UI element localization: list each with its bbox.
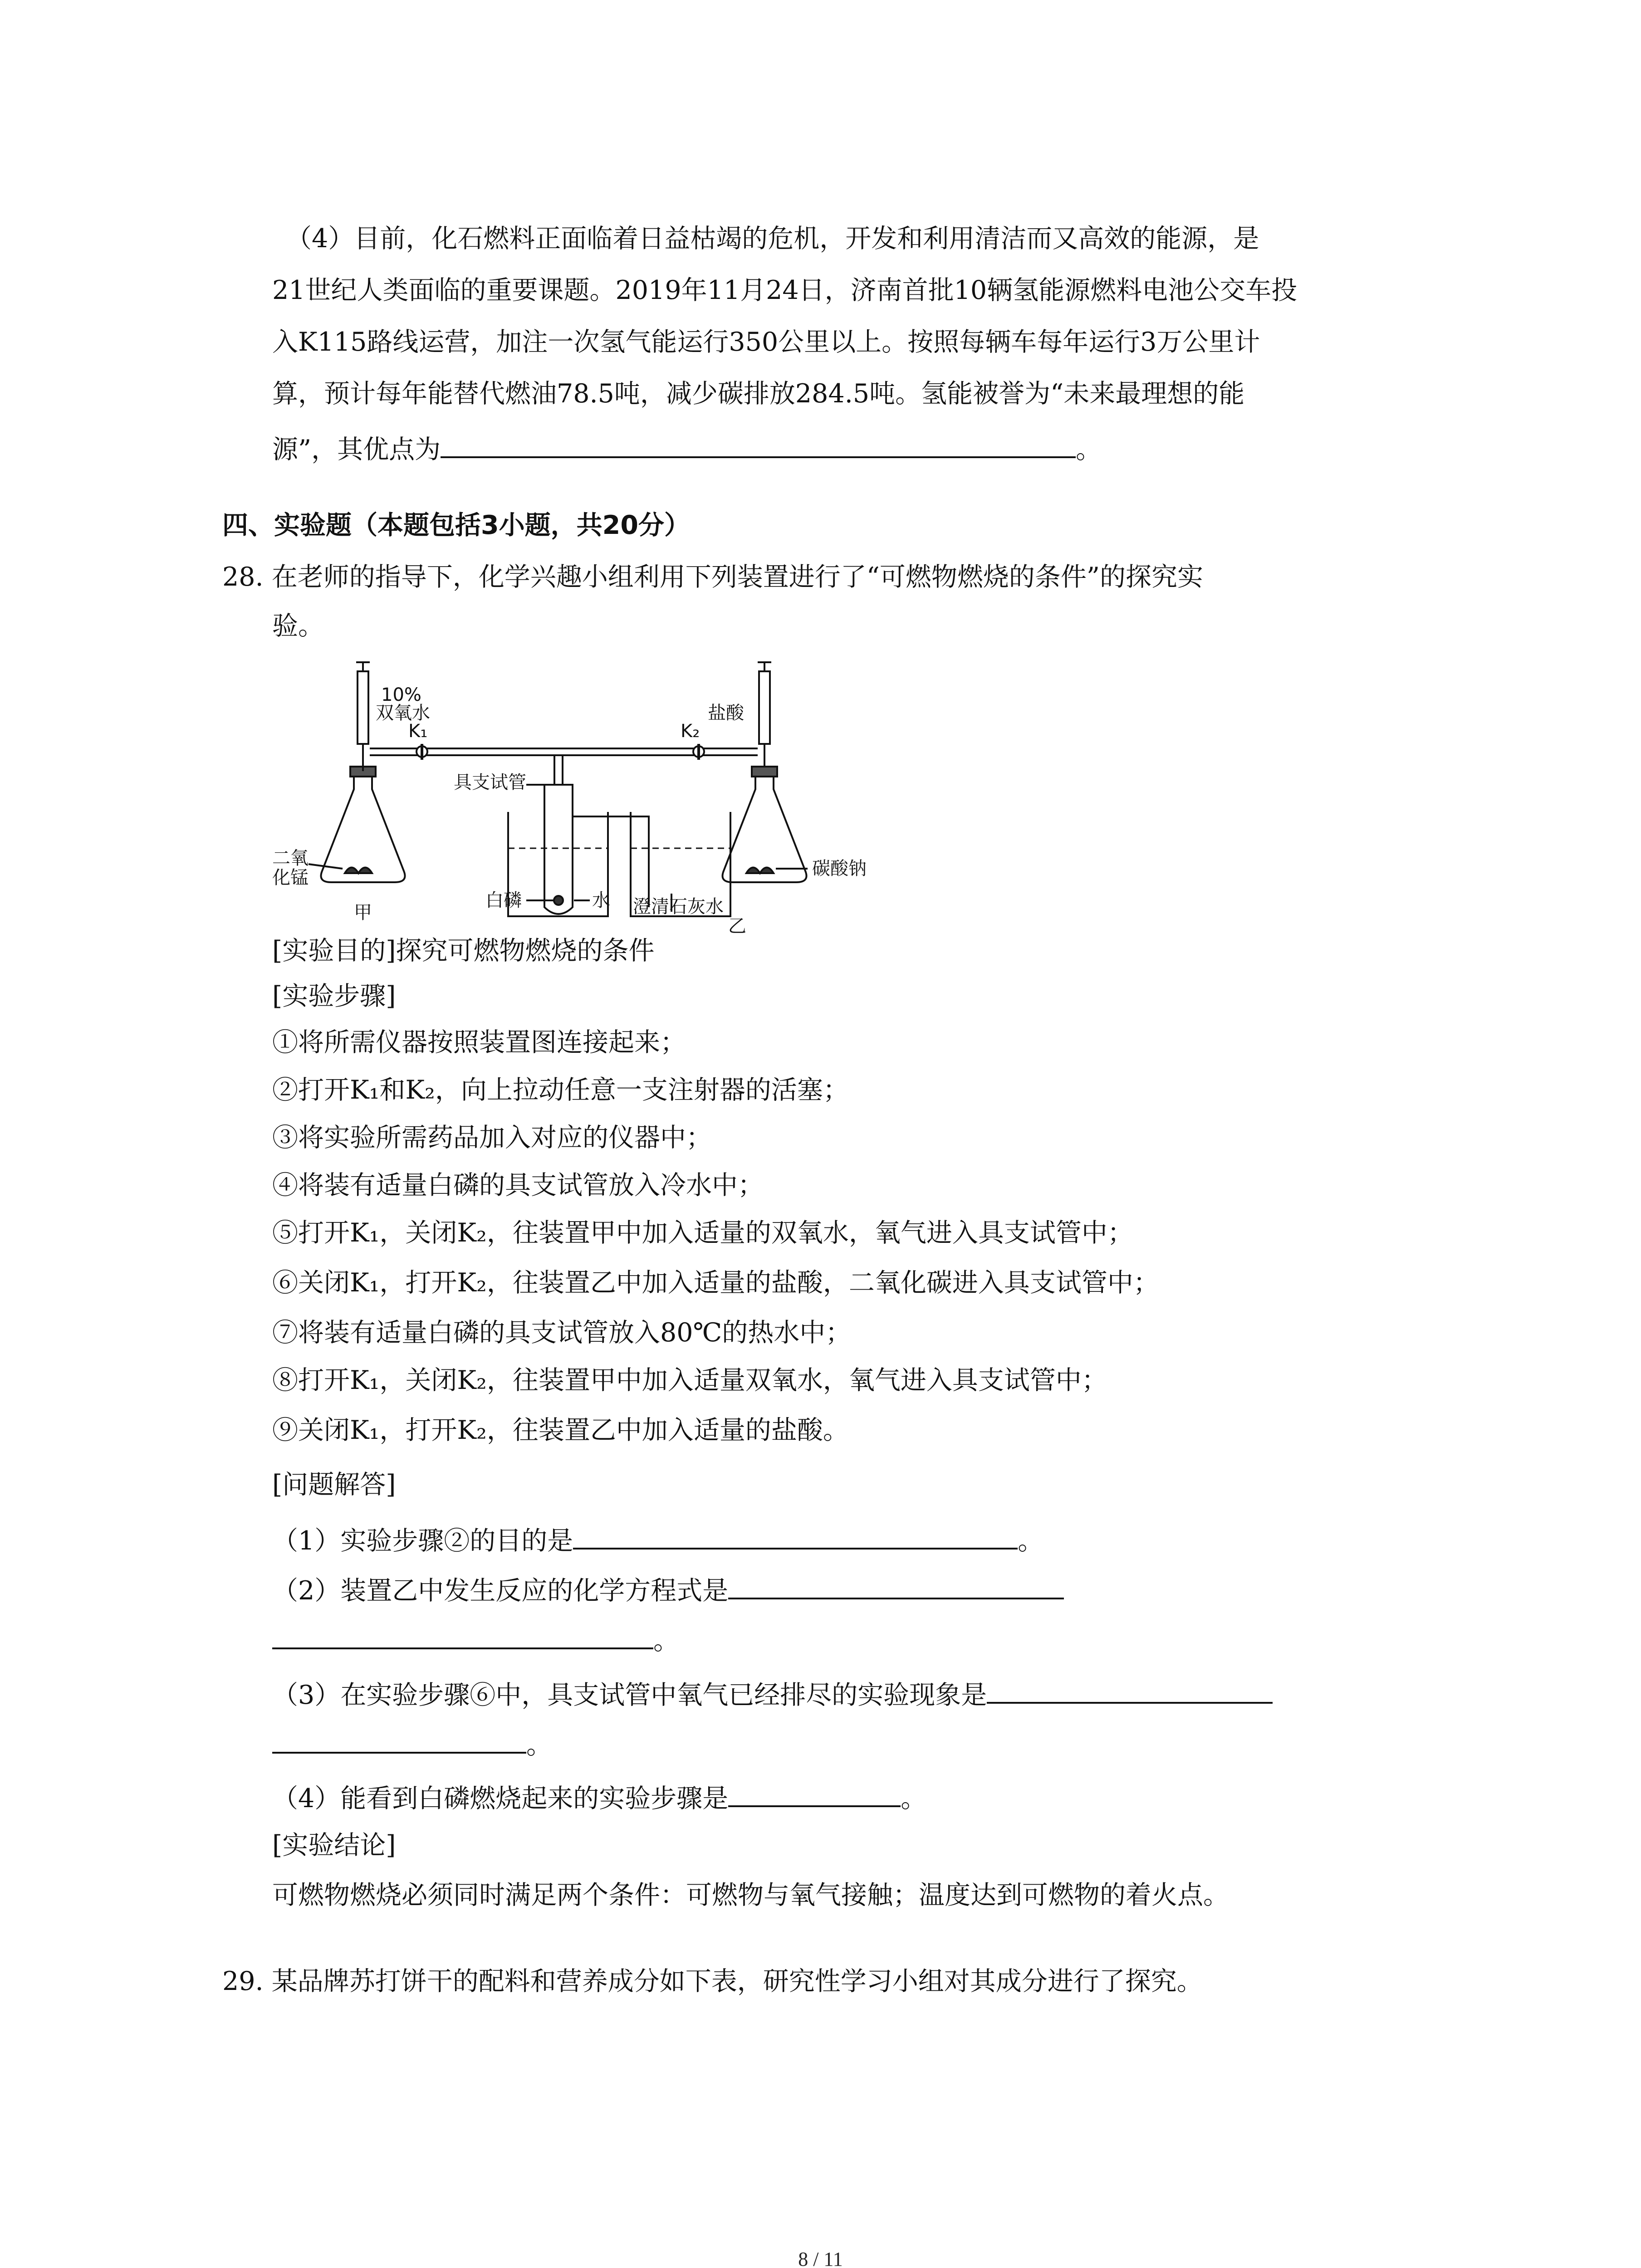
label-hcl: 盐酸	[708, 703, 744, 723]
q27-line-3: 入K115路线运营，加注一次氢气能运行350公里以上。按照每辆车每年运行3万公里计	[272, 327, 1260, 357]
left-flask-icon	[321, 771, 405, 882]
answer-3-row	[272, 1678, 1273, 1708]
answer-2-row	[272, 1574, 1064, 1604]
q27-line-4: 算，预计每年能替代燃油78.5吨，减少碳排放284.5吨。氢能被誉为“未来最理想的能	[272, 379, 1245, 409]
step-3: ③将实验所需药品加入对应的仪器中；	[272, 1123, 712, 1153]
right-syringe-icon	[758, 662, 771, 771]
step-7: ⑦将装有适量白磷的具支试管放入80℃的热水中；	[272, 1318, 852, 1348]
answer-4-period: 。	[901, 1784, 927, 1813]
answer-3-row-cont	[272, 1728, 552, 1758]
label-branch-tube: 具支试管	[454, 772, 526, 793]
q27-line-5-text: 源”，其优点为	[272, 435, 441, 464]
label-na2co3: 碳酸钠	[812, 858, 867, 879]
q29-line-1: 29. 某品牌苏打饼干的配料和营养成分如下表，研究性学习小组对其成分进行了探究。	[222, 1966, 1203, 1996]
q28-line-1: 28. 在老师的指导下，化学兴趣小组利用下列装置进行了“可燃物燃烧的条件”的探究实	[222, 562, 1204, 592]
step-2: ②打开K₁和K₂，向上拉动任意一支注射器的活塞；	[272, 1075, 849, 1105]
step-6: ⑥关闭K₁，打开K₂，往装置乙中加入适量的盐酸，二氧化碳进入具支试管中；	[272, 1268, 1159, 1298]
answer-4-text: （4）能看到白磷燃烧起来的实验步骤是	[272, 1784, 729, 1813]
right-flask-icon	[723, 771, 807, 882]
label-limewater: 澄清石灰水	[633, 896, 724, 917]
answer-blank-2a[interactable]	[728, 1574, 1064, 1599]
label-k1: K₁	[408, 721, 428, 742]
label-10pct: 10%	[381, 684, 421, 705]
answer-2-row-cont	[272, 1624, 679, 1654]
answer-blank-3b[interactable]	[272, 1728, 526, 1754]
answer-3-period: 。	[526, 1730, 552, 1760]
conclusion-text: 可燃物燃烧必须同时满足两个条件：可燃物与氧气接触；温度达到可燃物的着火点。	[272, 1880, 1229, 1910]
q27-line-2: 21世纪人类面临的重要课题。2019年11月24日，济南首批10辆氢能源燃料电池公交车投	[272, 275, 1298, 305]
answer-blank-q27[interactable]	[441, 433, 1076, 458]
q27-end: 。	[1076, 435, 1102, 464]
answer-blank-4[interactable]	[728, 1782, 901, 1807]
q27-line-5	[272, 433, 1102, 463]
answer-1-text: （1）实验步骤②的目的是	[272, 1526, 573, 1556]
answer-blank-1[interactable]	[573, 1524, 1018, 1549]
label-h2o2: 双氧水	[376, 703, 430, 723]
step-8: ⑧打开K₁，关闭K₂，往装置甲中加入适量双氧水，氧气进入具支试管中；	[272, 1365, 1107, 1395]
section-heading: 四、实验题（本题包括3小题，共20分）	[222, 510, 690, 540]
label-jia: 甲	[354, 902, 372, 923]
answer-1-row	[272, 1524, 1043, 1554]
experiment-purpose: [实验目的]探究可燃物燃烧的条件	[272, 936, 655, 966]
label-k2: K₂	[681, 721, 700, 742]
label-mno2-line1: 二氧	[272, 848, 309, 869]
q28-line-2: 验。	[272, 611, 324, 641]
steps-title: [实验步骤]	[272, 981, 396, 1011]
answer-2-text: （2）装置乙中发生反应的化学方程式是	[272, 1576, 729, 1606]
answer-4-row	[272, 1782, 926, 1812]
q27-line-1: （4）目前，化石燃料正面临着日益枯竭的危机，开发和利用清洁而又高效的能源，是	[286, 224, 1259, 254]
answer-blank-2b[interactable]	[272, 1624, 653, 1649]
answer-2-period: 。	[653, 1626, 679, 1656]
answer-blank-3a[interactable]	[987, 1678, 1273, 1704]
conclusion-title: [实验结论]	[272, 1830, 396, 1860]
label-mno2-line2: 化锰	[272, 867, 309, 888]
answer-1-period: 。	[1018, 1526, 1044, 1556]
answers-title: [问题解答]	[272, 1470, 396, 1500]
apparatus-diagram	[272, 635, 871, 934]
step-9: ⑨关闭K₁，打开K₂，往装置乙中加入适量的盐酸。	[272, 1415, 849, 1445]
page-number: 8 / 11	[798, 2248, 843, 2268]
step-5: ⑤打开K₁，关闭K₂，往装置甲中加入适量的双氧水，氧气进入具支试管中；	[272, 1218, 1133, 1248]
label-yi: 乙	[728, 916, 746, 934]
answer-3-text: （3）在实验步骤⑥中，具支试管中氧气已经排尽的实验现象是	[272, 1680, 987, 1710]
step-4: ④将装有适量白磷的具支试管放入冷水中；	[272, 1170, 764, 1200]
label-white-phosphorus: 白磷	[485, 890, 522, 911]
step-1: ①将所需仪器按照装置图连接起来；	[272, 1027, 686, 1057]
label-water: 水	[592, 890, 610, 911]
